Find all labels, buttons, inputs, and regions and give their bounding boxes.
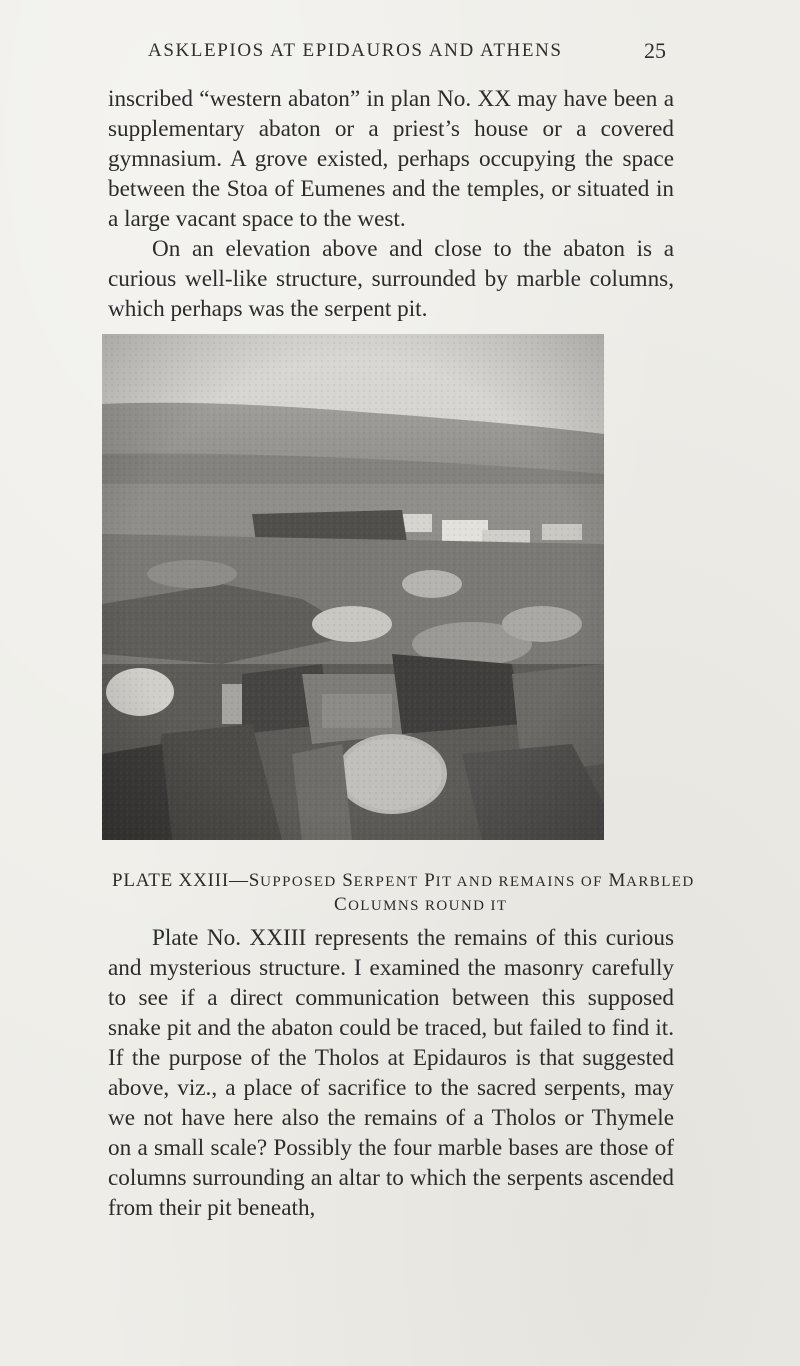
- text-block-top: [108, 84, 674, 324]
- caption-small: OLUMNS ROUND IT: [348, 898, 508, 914]
- caption-small: IT AND REMAINS OF: [435, 874, 603, 890]
- serpent-pit-photo: [102, 334, 604, 840]
- plate-photograph: [102, 334, 604, 840]
- caption-cap: P: [424, 870, 436, 891]
- running-head: ASKLEPIOS AT EPIDAUROS AND ATHENS: [148, 40, 563, 61]
- caption-small: ARBLED: [626, 874, 695, 890]
- caption-cap: C: [334, 894, 349, 915]
- caption-cap: S: [342, 870, 354, 891]
- paragraph: inscribed “western abaton” in plan No. XX may have been a supplementary abaton or a priest’s house or a covered gymnasium. A grove existed, perhaps occupying the space between the Stoa of Eumenes and the temples, or situated in a large vacant space to the west.: [108, 86, 674, 232]
- caption-cap: S: [248, 870, 261, 891]
- caption-prefix: PLATE XXIII—: [112, 870, 249, 891]
- page-number: 25: [644, 38, 666, 63]
- caption-small: UPPOSED: [260, 874, 337, 890]
- text-block-bottom: [108, 923, 674, 1223]
- caption-cap: M: [608, 870, 627, 891]
- caption-small: ERPENT: [353, 874, 419, 890]
- plate-caption: [108, 870, 695, 916]
- paragraph: On an elevation above and close to the abaton is a curious well-like structure, surrounded by marble columns, which perhaps was the serpent pit.: [108, 236, 674, 322]
- paragraph: Plate No. XXIII represents the remains of this curious and mysterious structure. I examined the masonry carefully to see if a direct communication between this supposed snake pit and the abaton could be traced, but failed to find it. If the purpose of the Tholos at Epidauros is that suggested above, viz., a place of sacrifice to the sacred serpents, may we not have here also the remains of a Tholos or Thymele on a small scale? Possibly the four marble bases are those of columns surrounding an altar to which the serpents ascended from their pit beneath,: [108, 925, 674, 1221]
- caption-line-2: [108, 894, 674, 916]
- caption-line-1: [108, 870, 695, 892]
